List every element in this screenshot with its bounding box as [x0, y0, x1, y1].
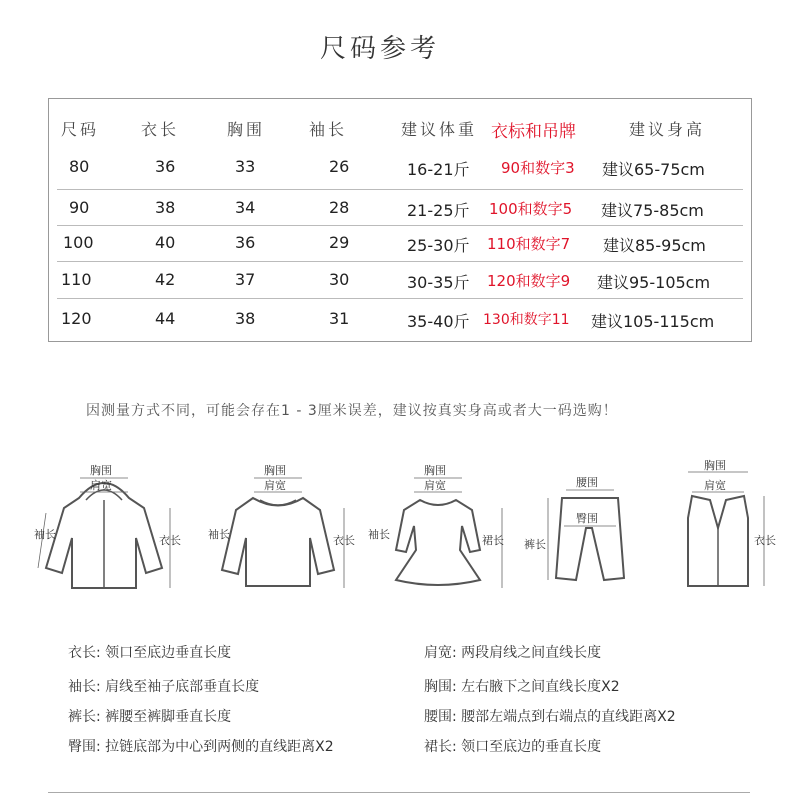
pants-diagram: [520, 458, 660, 598]
cell-sleeve: 31: [329, 309, 350, 328]
definition-item: [68, 736, 334, 756]
label-shoulder: 肩宽: [424, 479, 446, 492]
definition-key: 腰围:: [424, 709, 457, 725]
definition-item: [424, 706, 676, 726]
header-length: 衣长: [141, 120, 180, 139]
dress-illustration: [368, 458, 508, 598]
cell-weight: 25-30斤: [407, 236, 470, 255]
cell-weight: 30-35斤: [407, 273, 470, 292]
cell-sleeve: 28: [329, 198, 350, 217]
header-height: 建议身高: [629, 120, 706, 139]
definition-key: 臀围:: [68, 739, 101, 755]
cell-sleeve: 30: [329, 270, 350, 289]
definition-text: 领口至底边的垂直长度: [461, 739, 602, 755]
hooded-jacket-illustration: [34, 458, 181, 598]
table-header-row: [49, 117, 751, 141]
label-shoulder: 肩宽: [264, 479, 286, 492]
label-sleeve: 袖长: [34, 528, 56, 541]
cell-weight: 21-25斤: [407, 201, 470, 220]
label-length: 衣长: [754, 534, 776, 547]
dress-diagram: [368, 458, 508, 598]
header-weight: 建议体重: [401, 120, 478, 139]
definition-key: 裙长:: [424, 739, 457, 755]
cell-size: 100: [63, 233, 94, 252]
cell-chest: 38: [235, 309, 256, 328]
label-waist: 腰围: [576, 476, 598, 489]
cell-chest: 36: [235, 233, 256, 252]
label-chest: 胸围: [264, 464, 286, 477]
definition-key: 裤长:: [68, 709, 101, 725]
definition-item: [68, 706, 231, 726]
cell-height: 建议65-75cm: [602, 160, 705, 179]
cell-size: 90: [69, 198, 90, 217]
measurement-note: 因测量方式不同，可能会存在1 - 3厘米误差，建议按真实身高或者大一码选购！: [86, 403, 618, 419]
cell-chest: 37: [235, 270, 256, 289]
cell-chest: 33: [235, 157, 256, 176]
header-sleeve: 袖长: [309, 120, 348, 139]
cell-height: 建议75-85cm: [601, 201, 704, 220]
cell-length: 42: [155, 270, 176, 289]
definition-item: [424, 642, 601, 662]
label-sleeve: 袖长: [208, 528, 230, 541]
definition-text: 腰部左端点到右端点的直线距离X2: [461, 709, 676, 725]
row-divider: [57, 225, 743, 226]
cell-chest: 34: [235, 198, 256, 217]
label-chest: 胸围: [704, 459, 726, 472]
bottom-divider: [48, 792, 750, 793]
cell-tag: 110和数字7: [487, 235, 571, 253]
definition-key: 衣长:: [68, 645, 101, 661]
definition-text: 领口至底边垂直长度: [105, 645, 232, 661]
sweater-diagram: [208, 458, 355, 598]
label-length: 衣长: [159, 534, 181, 547]
definition-text: 肩线至袖子底部垂直长度: [105, 679, 260, 695]
jacket-diagram: [34, 458, 181, 598]
label-length: 衣长: [333, 534, 355, 547]
cell-length: 44: [155, 309, 176, 328]
cell-length: 40: [155, 233, 176, 252]
cell-height: 建议95-105cm: [597, 273, 711, 292]
label-length: 裙长: [482, 534, 504, 547]
definition-item: [68, 642, 231, 662]
cell-length: 36: [155, 157, 176, 176]
row-divider: [57, 298, 743, 299]
vest-illustration: [648, 458, 788, 598]
cell-height: 建议85-95cm: [603, 236, 706, 255]
cell-weight: 16-21斤: [407, 160, 470, 179]
cell-sleeve: 26: [329, 157, 350, 176]
cell-size: 110: [61, 270, 92, 289]
definition-item: [424, 676, 620, 696]
sweater-illustration: [208, 458, 355, 598]
definition-text: 拉链底部为中心到两侧的直线距离X2: [105, 739, 334, 755]
cell-length: 38: [155, 198, 176, 217]
label-chest: 胸围: [90, 464, 112, 477]
cell-tag: 120和数字9: [487, 272, 571, 290]
row-divider: [57, 189, 743, 190]
cell-tag: 130和数字11: [483, 312, 570, 328]
definition-text: 裤腰至裤脚垂直长度: [105, 709, 232, 725]
cell-size: 80: [69, 157, 90, 176]
definition-text: 两段肩线之间直线长度: [461, 645, 602, 661]
label-shoulder: 肩宽: [90, 479, 112, 492]
cell-weight: 35-40斤: [407, 312, 470, 331]
size-table: [48, 98, 752, 342]
vest-diagram: [648, 458, 788, 598]
header-chest: 胸围: [227, 120, 266, 139]
cell-size: 120: [61, 309, 92, 328]
cell-tag: 90和数字3: [501, 159, 575, 177]
cell-height: 建议105-115cm: [591, 312, 715, 331]
cell-tag: 100和数字5: [489, 200, 573, 218]
definition-item: [424, 736, 601, 756]
pants-illustration: [520, 458, 660, 598]
label-shoulder: 肩宽: [704, 479, 726, 492]
label-length: 裤长: [524, 538, 546, 551]
definition-text: 左右腋下之间直线长度X2: [461, 679, 620, 695]
definition-item: [68, 676, 259, 696]
label-sleeve: 袖长: [368, 528, 390, 541]
cell-sleeve: 29: [329, 233, 350, 252]
definition-key: 肩宽:: [424, 645, 457, 661]
label-hip: 臀围: [576, 512, 598, 525]
page-title: 尺码参考: [319, 34, 440, 64]
header-size: 尺码: [61, 120, 100, 139]
row-divider: [57, 261, 743, 262]
header-tag: 衣标和吊牌: [491, 122, 576, 142]
definition-key: 袖长:: [68, 679, 101, 695]
label-chest: 胸围: [424, 464, 446, 477]
definition-key: 胸围:: [424, 679, 457, 695]
